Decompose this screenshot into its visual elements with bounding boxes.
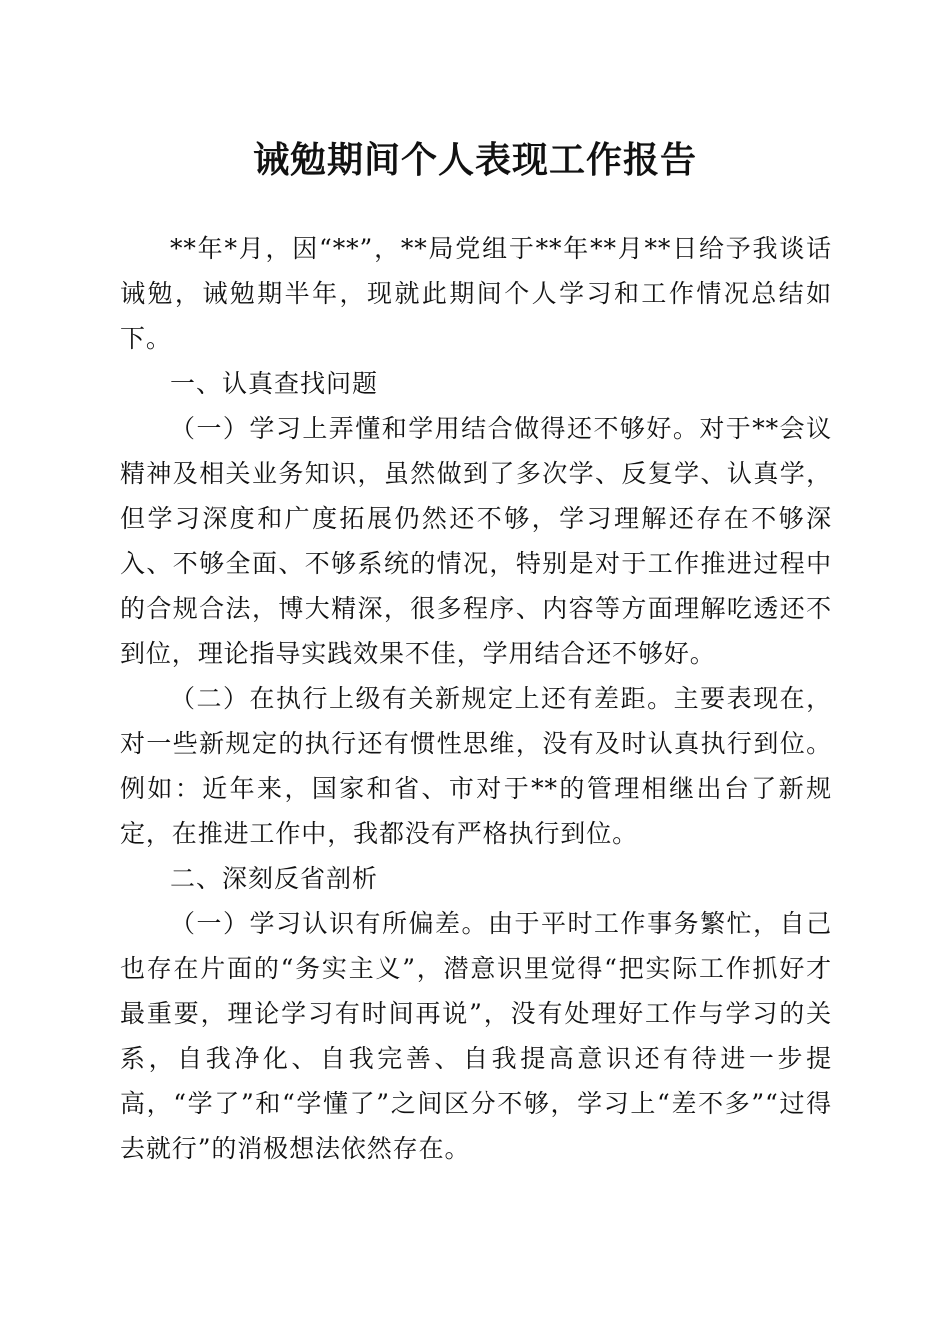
section-2-paragraph-1: （一）学习认识有所偏差。由于平时工作事务繁忙，自己也存在片面的“务实主义”，潜意识里觉得“把实际工作抓好才最重要，理论学习有时间再说”，没有处理好工作与学习的关系，自我净化、自我完善、自我提高意识还有待进一步提高，“学了”和“学懂了”之间区分不够，学习上“差不多”“过得去就行”的消极想法依然存在。 (120, 909, 832, 1163)
document-title: 诫勉期间个人表现工作报告 (252, 139, 697, 181)
document-body (120, 226, 832, 1171)
intro-paragraph: **年*月，因“**”，**局党组于**年**月**日给予我谈话诫勉，诫勉期半年，现就此期间个人学习和工作情况总结如下。 (120, 234, 832, 353)
section-heading-2: 二、深刻反省剖析 (170, 864, 379, 893)
section-1-paragraph-2: （二）在执行上级有关新规定上还有差距。主要表现在，对一些新规定的执行还有惯性思维，没有及时认真执行到位。例如：近年来，国家和省、市对于**的管理相继出台了新规定，在推进工作中，我都没有严格执行到位。 (120, 684, 832, 848)
section-heading-1: 一、认真查找问题 (170, 369, 379, 398)
section-1-paragraph-1: （一）学习上弄懂和学用结合做得还不够好。对于**会议精神及相关业务知识，虽然做到了多次学、反复学、认真学，但学习深度和广度拓展仍然还不够，学习理解还存在不够深入、不够全面、不够系统的情况，特别是对于工作推进过程中的合规合法，博大精深，很多程序、内容等方面理解吃透还不到位，理论指导实践效果不佳，学用结合还不够好。 (120, 414, 832, 668)
